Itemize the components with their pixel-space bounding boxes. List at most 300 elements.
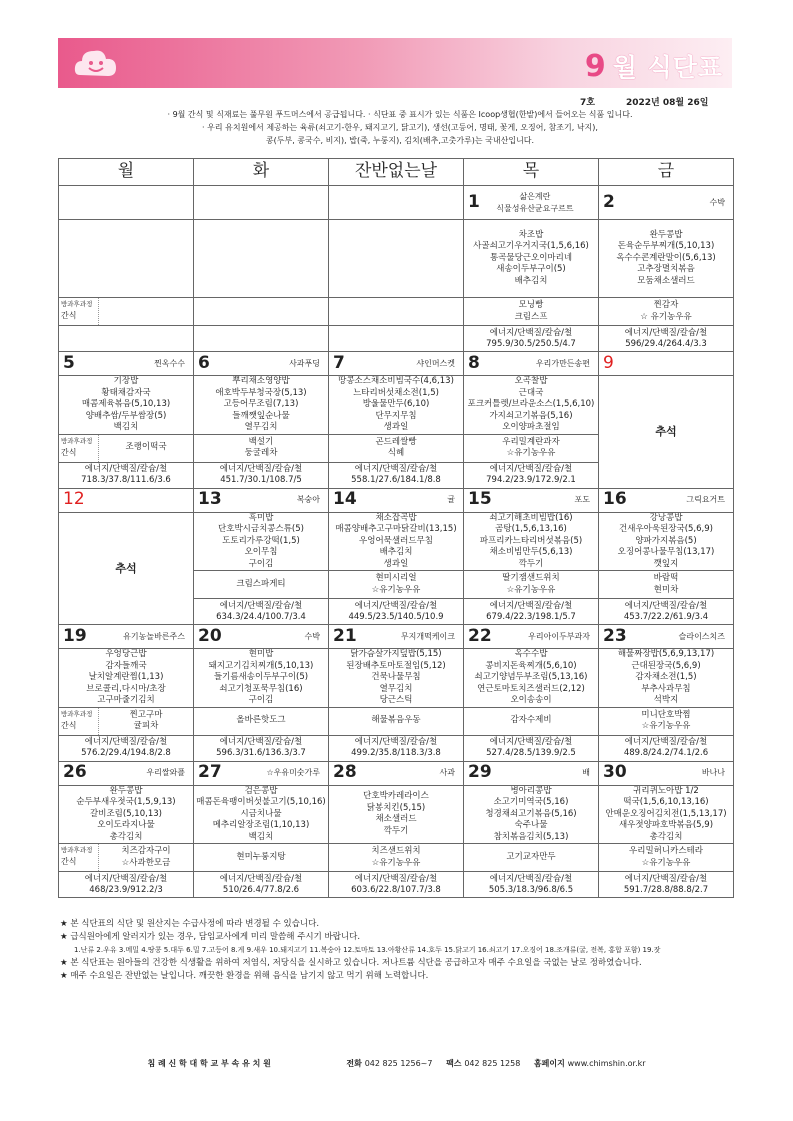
cell-content bbox=[59, 376, 193, 434]
menu-item: 브로콜리,다시마/초장 bbox=[86, 683, 166, 694]
menu-item: 완두콩밥 bbox=[109, 785, 143, 796]
day-number: 14 bbox=[333, 489, 357, 510]
menu-item: 포크커틀렛/브라운소스(1,5,6,10) bbox=[467, 399, 595, 409]
lunch-row bbox=[59, 649, 734, 708]
menu-item: 둥굴레차 bbox=[244, 448, 278, 458]
date-cell bbox=[59, 761, 194, 785]
cell-content bbox=[59, 649, 193, 707]
lunch-cell bbox=[329, 220, 464, 298]
day-header: 월 bbox=[59, 159, 194, 186]
dessert-label: 배 bbox=[582, 768, 590, 778]
footnote: ★ 본 식단표의 식단 및 원산지는 수급사정에 따라 변경될 수 있습니다. bbox=[60, 919, 320, 929]
nutrition-cell bbox=[329, 735, 464, 761]
day-head bbox=[59, 625, 193, 648]
snack-cell bbox=[59, 298, 194, 326]
date-row bbox=[59, 186, 734, 220]
lunch-cell bbox=[194, 376, 329, 435]
cell-content bbox=[599, 786, 733, 844]
menu-item: 총각김치 bbox=[649, 831, 683, 842]
cell-content bbox=[464, 708, 598, 735]
menu-item: 식물성유산균요구르트 bbox=[496, 203, 574, 213]
day-head bbox=[464, 187, 598, 219]
menu-item: 메추리알장조림(1,10,13) bbox=[212, 820, 310, 830]
nutrition-line: 에너지/단백질/칼슘/철 bbox=[354, 737, 438, 747]
menu-item: 숙주나물 bbox=[514, 820, 548, 830]
note-line: · 우리 유치원에서 제공하는 육류(쇠고기-한우, 돼지고기, 닭고기), 생선(고등어, 명태, 꽃게, 오징어, 참조기, 낙지), bbox=[202, 123, 598, 132]
menu-item: 찐감자 bbox=[653, 300, 679, 310]
snack-cell bbox=[59, 434, 194, 462]
day-head bbox=[194, 625, 328, 648]
date-cell bbox=[599, 352, 734, 376]
menu-item: 건묵나물무침 bbox=[371, 672, 421, 682]
day-head bbox=[194, 352, 328, 375]
nutrition-line: 451.7/30.1/108.7/5 bbox=[220, 475, 302, 485]
dessert-label: 우리가만든송편 bbox=[535, 358, 590, 368]
menu-item: 올바른핫도그 bbox=[236, 715, 286, 726]
cell-content bbox=[59, 786, 193, 844]
day-head bbox=[194, 489, 328, 512]
day-head bbox=[599, 625, 733, 648]
menu-item: 옥수수콘계란말이(5,6,13) bbox=[616, 252, 716, 263]
lunch-cell bbox=[329, 512, 464, 571]
menu-item: 바람떡 bbox=[653, 573, 679, 583]
snack-label-line: 간식 bbox=[61, 857, 77, 866]
menu-item: 찐고구마 bbox=[129, 709, 163, 720]
day-number: 19 bbox=[63, 625, 87, 646]
nutrition-cell bbox=[59, 872, 194, 898]
nutrition-cell bbox=[59, 735, 194, 761]
lunch-cell bbox=[464, 785, 599, 844]
nutrition-row bbox=[59, 872, 734, 898]
snack-cell bbox=[194, 844, 329, 872]
dessert-label: 수박 bbox=[709, 197, 725, 207]
day-number: 22 bbox=[468, 625, 492, 646]
nutrition-line: 에너지/단백질/칼슘/철 bbox=[489, 737, 573, 747]
dessert-label: 유기농놀바른주스 bbox=[123, 631, 185, 641]
nutrition-line: 에너지/단백질/칼슘/철 bbox=[624, 327, 708, 338]
lunch-row bbox=[59, 512, 734, 571]
nutrition-line: 에너지/단백질/칼슘/철 bbox=[624, 600, 708, 611]
snack-label-line: 간식 bbox=[61, 447, 77, 457]
snack-wrap bbox=[59, 298, 193, 325]
cell-content bbox=[464, 298, 598, 325]
tel-value: 042 825 1256~7 bbox=[364, 1059, 433, 1068]
homepage-label: 홈페이지 bbox=[533, 1059, 565, 1068]
nutrition-row bbox=[59, 735, 734, 761]
month-number: 9 bbox=[584, 49, 607, 84]
snack-cell bbox=[329, 571, 464, 599]
menu-item: 떡국(1,5,6,10,13,16) bbox=[623, 797, 709, 807]
date-row bbox=[59, 761, 734, 785]
day-header: 목 bbox=[464, 159, 599, 186]
lunch-cell bbox=[59, 512, 194, 625]
cell-content bbox=[599, 708, 733, 735]
lunch-cell bbox=[464, 649, 599, 708]
menu-item: 사골쇠고기우거지국(1,5,6,16) bbox=[473, 241, 589, 252]
nutrition-values bbox=[59, 872, 193, 897]
snack-cell bbox=[599, 298, 734, 326]
menu-item: 채소비빔만두(5,6,13) bbox=[489, 547, 573, 557]
dessert-label: 샤인머스켓 bbox=[416, 358, 455, 368]
dessert-label: 슬라이스치즈 bbox=[678, 631, 725, 641]
cell-content bbox=[599, 220, 733, 297]
menu-item: 황태채감자국 bbox=[101, 387, 151, 398]
snack-cell bbox=[599, 571, 734, 599]
cell-content bbox=[329, 376, 463, 434]
dessert-label: 포도 bbox=[574, 495, 590, 505]
day-head bbox=[599, 352, 733, 375]
menu-item: 쇠고기양념두부조림(5,13,16) bbox=[474, 672, 588, 682]
menu-item: 치즈감자구이 bbox=[121, 846, 171, 856]
menu-item: 돈육순두부찌개(5,10,13) bbox=[617, 241, 715, 252]
snack-cell bbox=[329, 844, 464, 872]
menu-item: ☆유기농우유 bbox=[641, 721, 691, 731]
menu-item: 청경채쇠고기볶음(5,16) bbox=[485, 808, 577, 819]
menu-item: 모닝빵 bbox=[518, 300, 544, 310]
lunch-cell bbox=[599, 649, 734, 708]
cell-content bbox=[194, 513, 328, 571]
menu-item: 모둠채소샐러드 bbox=[637, 275, 695, 286]
snack-wrap bbox=[59, 435, 193, 462]
date-cell bbox=[464, 761, 599, 785]
lunch-cell bbox=[599, 220, 734, 298]
day-number: 6 bbox=[198, 352, 210, 373]
cell-content bbox=[194, 708, 328, 735]
menu-item: 안매운오징어김치전(1,5,13,17) bbox=[605, 808, 727, 819]
dessert-label: 귤 bbox=[447, 495, 455, 505]
footnote: ★ 매주 수요일은 잔반없는 날입니다. 깨끗한 환경을 위해 음식을 남기지 않고 먹기 위해 노력합니다. bbox=[60, 971, 429, 981]
dessert-label: 수박 bbox=[304, 631, 320, 641]
day-number: 16 bbox=[603, 489, 627, 510]
menu-item: 우엉어묵샐러드무침 bbox=[359, 535, 433, 546]
nutrition-values bbox=[464, 326, 598, 351]
day-head bbox=[329, 352, 463, 375]
day-head bbox=[329, 489, 463, 512]
nutrition-line: 794.2/23.9/172.9/2.1 bbox=[486, 475, 576, 485]
nutrition-cell bbox=[464, 872, 599, 898]
nutrition-values bbox=[59, 463, 193, 488]
day-head bbox=[59, 762, 193, 785]
menu-item: ☆ 유기농우유 bbox=[640, 311, 692, 322]
cell-content bbox=[194, 844, 328, 871]
menu-item: ☆유기농우유 bbox=[506, 584, 556, 595]
cell-content bbox=[194, 435, 328, 462]
footnote: ★ 본 식단표는 원아들의 건강한 식생활을 위하여 저염식, 저당식을 실시하고 있습니다. 저나트륨 식단을 공급하고자 매주 수요일을 국없는 날로 정하였습니다. bbox=[60, 958, 642, 968]
menu-item: 검은콩밥 bbox=[244, 785, 278, 796]
nutrition-line: 에너지/단백질/칼슘/철 bbox=[219, 873, 303, 884]
date-cell bbox=[194, 186, 329, 220]
menu-item: 현미밥 bbox=[248, 649, 274, 659]
nutrition-line: 에너지/단백질/칼슘/철 bbox=[489, 600, 573, 611]
nutrition-line: 499.2/35.8/118.3/3.8 bbox=[351, 748, 441, 758]
nutrition-line: 679.4/22.3/198.1/5.7 bbox=[486, 611, 576, 622]
title-text: 월 식단표 bbox=[612, 53, 723, 82]
nutrition-line: 에너지/단백질/칼슘/철 bbox=[354, 464, 438, 474]
menu-item: 감자채소전(1,5) bbox=[635, 672, 697, 682]
lunch-cell bbox=[464, 220, 599, 298]
menu-item: 고등어무조림(7,13) bbox=[223, 399, 299, 409]
cell-content bbox=[599, 649, 733, 707]
nutrition-values bbox=[329, 599, 463, 624]
cell-content bbox=[599, 298, 733, 325]
cell-content bbox=[464, 649, 598, 707]
day-number: 27 bbox=[198, 762, 222, 783]
nutrition-line: 에너지/단백질/칼슘/철 bbox=[354, 873, 438, 884]
menu-item: 닭가슴살가지덮밥(5,15) bbox=[350, 649, 442, 659]
cell-content bbox=[329, 513, 463, 571]
cell-content bbox=[464, 376, 598, 434]
cell-content bbox=[464, 513, 598, 571]
menu-item: 깻잎지 bbox=[653, 558, 679, 569]
cell-content bbox=[194, 298, 328, 325]
menu-item: 삶은계란 bbox=[519, 192, 551, 201]
dessert-label: 복숭아 bbox=[296, 495, 320, 505]
nutrition-line: 795.9/30.5/250.5/4.7 bbox=[486, 338, 576, 349]
menu-item: 미니단호박찜 bbox=[641, 709, 691, 720]
dessert-label: 바나나 bbox=[701, 768, 725, 778]
fax-value: 042 825 1258 bbox=[464, 1059, 521, 1068]
menu-item: 병아리콩밥 bbox=[510, 785, 552, 796]
snack-items bbox=[99, 844, 193, 871]
snack-cell bbox=[329, 434, 464, 462]
menu-item: 양파가지볶음(5) bbox=[635, 535, 697, 546]
menu-item: 단호박시금치콩스튜(5) bbox=[218, 524, 304, 534]
nutrition-row bbox=[59, 326, 734, 352]
cell-content bbox=[464, 786, 598, 844]
day-header: 화 bbox=[194, 159, 329, 186]
day-head bbox=[59, 352, 193, 375]
menu-item: 백김치 bbox=[113, 422, 139, 432]
nutrition-cell bbox=[329, 599, 464, 625]
date-cell bbox=[329, 186, 464, 220]
menu-item: 생과일 bbox=[383, 422, 409, 432]
menu-item: 열무김치 bbox=[379, 683, 413, 694]
cell-content bbox=[194, 649, 328, 707]
cell-content bbox=[599, 513, 733, 571]
nutrition-cell bbox=[59, 326, 194, 352]
nutrition-line: 527.4/28.5/139.9/2.5 bbox=[486, 748, 576, 758]
menu-item: 매콤양배추고구마닭갈비(13,15) bbox=[335, 524, 457, 534]
menu-item: 콩비지돈육찌개(5,6,10) bbox=[485, 660, 577, 671]
cell-content bbox=[599, 844, 733, 871]
menu-item: 단무지무침 bbox=[375, 410, 417, 421]
snack-label bbox=[59, 435, 99, 462]
menu-item: 딸기잼샌드위치 bbox=[502, 573, 560, 583]
cell-content bbox=[329, 435, 463, 462]
menu-item: 크림스파게티 bbox=[236, 578, 286, 589]
cell-content bbox=[59, 220, 193, 297]
notes bbox=[60, 108, 740, 147]
menu-item: 오이송송이 bbox=[510, 695, 552, 705]
day-header: 금 bbox=[599, 159, 734, 186]
nutrition-line: 596/29.4/264.4/3.3 bbox=[625, 338, 707, 349]
date-cell bbox=[59, 488, 194, 512]
day-head bbox=[194, 762, 328, 785]
date-cell bbox=[59, 352, 194, 376]
cell-content bbox=[194, 376, 328, 434]
cell-content bbox=[329, 571, 463, 598]
day-number: 13 bbox=[198, 489, 222, 510]
nutrition-values bbox=[59, 736, 193, 761]
menu-item: 구이김 bbox=[248, 558, 274, 569]
lunch-cell bbox=[59, 220, 194, 298]
menu-item: 된장배추토마토절임(5,12) bbox=[346, 660, 446, 671]
menu-item: 건새우아욱된장국(5,6,9) bbox=[619, 524, 713, 534]
date-cell bbox=[194, 625, 329, 649]
cell-content bbox=[329, 844, 463, 871]
menu-item: 감자수제비 bbox=[510, 715, 552, 726]
cell-content bbox=[329, 786, 463, 844]
snack-cell bbox=[329, 707, 464, 735]
holiday-label: 추석 bbox=[655, 425, 677, 438]
nutrition-line: 에너지/단백질/칼슘/철 bbox=[489, 873, 573, 884]
menu-item: 단호박카레라이스 bbox=[363, 791, 429, 802]
snack-cell bbox=[194, 434, 329, 462]
snack-cell bbox=[464, 571, 599, 599]
menu-item: 곤드레쌀빵 bbox=[375, 436, 417, 447]
menu-item: 현미시리얼 bbox=[375, 573, 417, 583]
dessert-label: ☆우유미숫가루 bbox=[266, 768, 320, 778]
day-number: 29 bbox=[468, 762, 492, 783]
day-head bbox=[59, 489, 193, 512]
nutrition-line: 634.3/24.4/100.7/3.4 bbox=[216, 611, 306, 622]
smiley-cloud-icon bbox=[72, 45, 120, 83]
date-cell bbox=[464, 625, 599, 649]
nutrition-values bbox=[59, 326, 193, 351]
date-cell bbox=[599, 186, 734, 220]
menu-item: 애호박두부청국장(5,13) bbox=[215, 387, 307, 398]
menu-item: 우리밀계란과자 bbox=[502, 436, 560, 447]
cell-content bbox=[464, 844, 598, 871]
nutrition-line: 에너지/단백질/칼슘/철 bbox=[219, 464, 303, 474]
nutrition-values bbox=[464, 736, 598, 761]
fax-label: 팩스 bbox=[446, 1059, 462, 1068]
menu-item: 현미차 bbox=[653, 584, 679, 595]
menu-item: 강낭콩밥 bbox=[649, 512, 683, 523]
menu-item: 채소잡곡밥 bbox=[375, 512, 417, 523]
date-row bbox=[59, 352, 734, 376]
day-number: 8 bbox=[468, 352, 480, 373]
day-number: 5 bbox=[63, 352, 75, 373]
nutrition-line: 510/26.4/77.8/2.6 bbox=[222, 884, 300, 895]
snack-row bbox=[59, 707, 734, 735]
lunch-cell bbox=[464, 376, 599, 435]
allergy-list: 1.난류 2.우유 3.메밀 4.땅콩 5.대두 6.밀 7.고등어 8.게 9.새우 10.돼지고기 11.복숭아 12.토마토 13.아황산류 14.호두 15.닭고기 16.쇠고기 17.오징어 18.조개류(굴, 전복, 홍합 포함) 19.잣 bbox=[74, 946, 661, 954]
snack-label-line: 방과후과정 bbox=[61, 846, 93, 854]
lunch-cell bbox=[329, 785, 464, 844]
nutrition-line: 453.7/22.2/61.9/3.4 bbox=[623, 611, 709, 622]
date-cell bbox=[194, 488, 329, 512]
lunch-cell bbox=[59, 785, 194, 844]
homepage-link[interactable]: www.chimshin.or.kr bbox=[567, 1059, 646, 1068]
cell-content bbox=[464, 435, 598, 462]
nutrition-line: 596.3/31.6/136.3/3.7 bbox=[216, 748, 306, 758]
menu-item: 백설기 bbox=[248, 436, 274, 447]
snack-label bbox=[59, 844, 99, 871]
nutrition-line: 에너지/단백질/칼슘/철 bbox=[489, 464, 573, 474]
cell-content bbox=[194, 220, 328, 297]
cell-content bbox=[599, 571, 733, 598]
lunch-cell bbox=[599, 512, 734, 571]
note-line: 콩(두부, 콩국수, 비지), 밥(죽, 누룽지), 김치(배추,고춧가루)는 국내산입니다. bbox=[265, 136, 535, 145]
footnote: ★ 급식원아에게 알러지가 있는 경우, 담임교사에게 미리 말씀해 주시기 바랍니다. bbox=[60, 932, 361, 942]
tel-label: 전화 bbox=[346, 1059, 362, 1068]
breakfast-items bbox=[480, 191, 590, 214]
snack-label bbox=[59, 298, 99, 325]
lunch-cell bbox=[599, 376, 734, 489]
menu-item: ☆유기농우유 bbox=[371, 857, 421, 868]
menu-item: 현미누룽지탕 bbox=[236, 851, 286, 862]
day-number: 21 bbox=[333, 625, 357, 646]
menu-item: 생과일 bbox=[383, 558, 409, 569]
menu-item: 귀리퀴노아밥 1/2 bbox=[633, 785, 699, 796]
nutrition-line: 489.8/24.2/74.1/2.6 bbox=[623, 748, 709, 758]
lunch-cell bbox=[329, 649, 464, 708]
menu-item: 가지쇠고기볶음(5,16) bbox=[489, 410, 573, 421]
menu-item: 귤피차 bbox=[133, 721, 159, 731]
menu-item: 치즈샌드위치 bbox=[371, 846, 421, 856]
nutrition-values bbox=[194, 872, 328, 897]
nutrition-line: 505.3/18.3/96.8/6.5 bbox=[488, 884, 574, 895]
menu-item: 쇠고기청포묵무침(16) bbox=[219, 683, 303, 694]
dessert-label: 사과푸딩 bbox=[289, 358, 320, 368]
dessert-label: 우리쌀와플 bbox=[146, 768, 185, 778]
menu-item: 근대된장국(5,6,9) bbox=[631, 660, 701, 671]
menu-item: 오이양파초절임 bbox=[502, 422, 560, 432]
nutrition-cell bbox=[599, 599, 734, 625]
menu-item: 차조밥 bbox=[518, 229, 544, 240]
date-cell bbox=[329, 352, 464, 376]
menu-item: 백김치 bbox=[248, 831, 274, 842]
nutrition-line: 558.1/27.6/184.1/8.8 bbox=[351, 475, 441, 485]
menu-item: 채소샐러드 bbox=[375, 814, 417, 825]
dessert-label: 사과 bbox=[439, 768, 455, 778]
menu-item: 고기교자만두 bbox=[506, 851, 556, 862]
day-header-row bbox=[59, 159, 734, 186]
snack-items bbox=[99, 298, 193, 325]
snack-label-line: 방과후과정 bbox=[61, 709, 93, 718]
nutrition-cell bbox=[599, 326, 734, 352]
nutrition-cell bbox=[194, 599, 329, 625]
menu-item: 들깨쨋잎순나물 bbox=[232, 410, 290, 421]
day-number: 30 bbox=[603, 762, 627, 783]
nutrition-cell bbox=[599, 872, 734, 898]
menu-item: 참치볶음김치(5,13) bbox=[493, 831, 569, 842]
day-number: 12 bbox=[63, 489, 85, 510]
menu-item: 쇠고기해초비빔밥(16) bbox=[489, 512, 573, 523]
snack-items bbox=[99, 708, 193, 735]
date-cell bbox=[599, 488, 734, 512]
menu-item: 감자들깨국 bbox=[105, 660, 147, 671]
lunch-cell bbox=[59, 376, 194, 435]
day-number: 2 bbox=[603, 191, 615, 212]
menu-item: 오징어콩나물무침(13,17) bbox=[617, 547, 715, 557]
menu-item: 배추김치 bbox=[379, 547, 413, 557]
menu-item: 통곡물당근오이마리네 bbox=[489, 252, 573, 263]
menu-table bbox=[58, 158, 734, 898]
menu-item: 양배추쌈/두부쌈장(5) bbox=[85, 410, 167, 421]
note-line: · 9월 간식 및 식재료는 풀무원 푸드머스에서 공급됩니다. · 식단표 중 표시가 있는 식품은 Icoop생협(한밭)에서 들어오는 식품 입니다. bbox=[167, 110, 633, 119]
date-cell bbox=[329, 625, 464, 649]
dessert-label: 찐옥수수 bbox=[154, 358, 185, 368]
menu-item: 연근토마토치즈샐러드(2,12) bbox=[477, 683, 585, 694]
nutrition-values bbox=[194, 463, 328, 488]
cell-content bbox=[194, 571, 328, 598]
lunch-row bbox=[59, 220, 734, 298]
nutrition-values bbox=[194, 736, 328, 761]
menu-item: 소고기미역국(5,16) bbox=[493, 797, 569, 807]
menu-item: 크림스프 bbox=[514, 311, 548, 322]
